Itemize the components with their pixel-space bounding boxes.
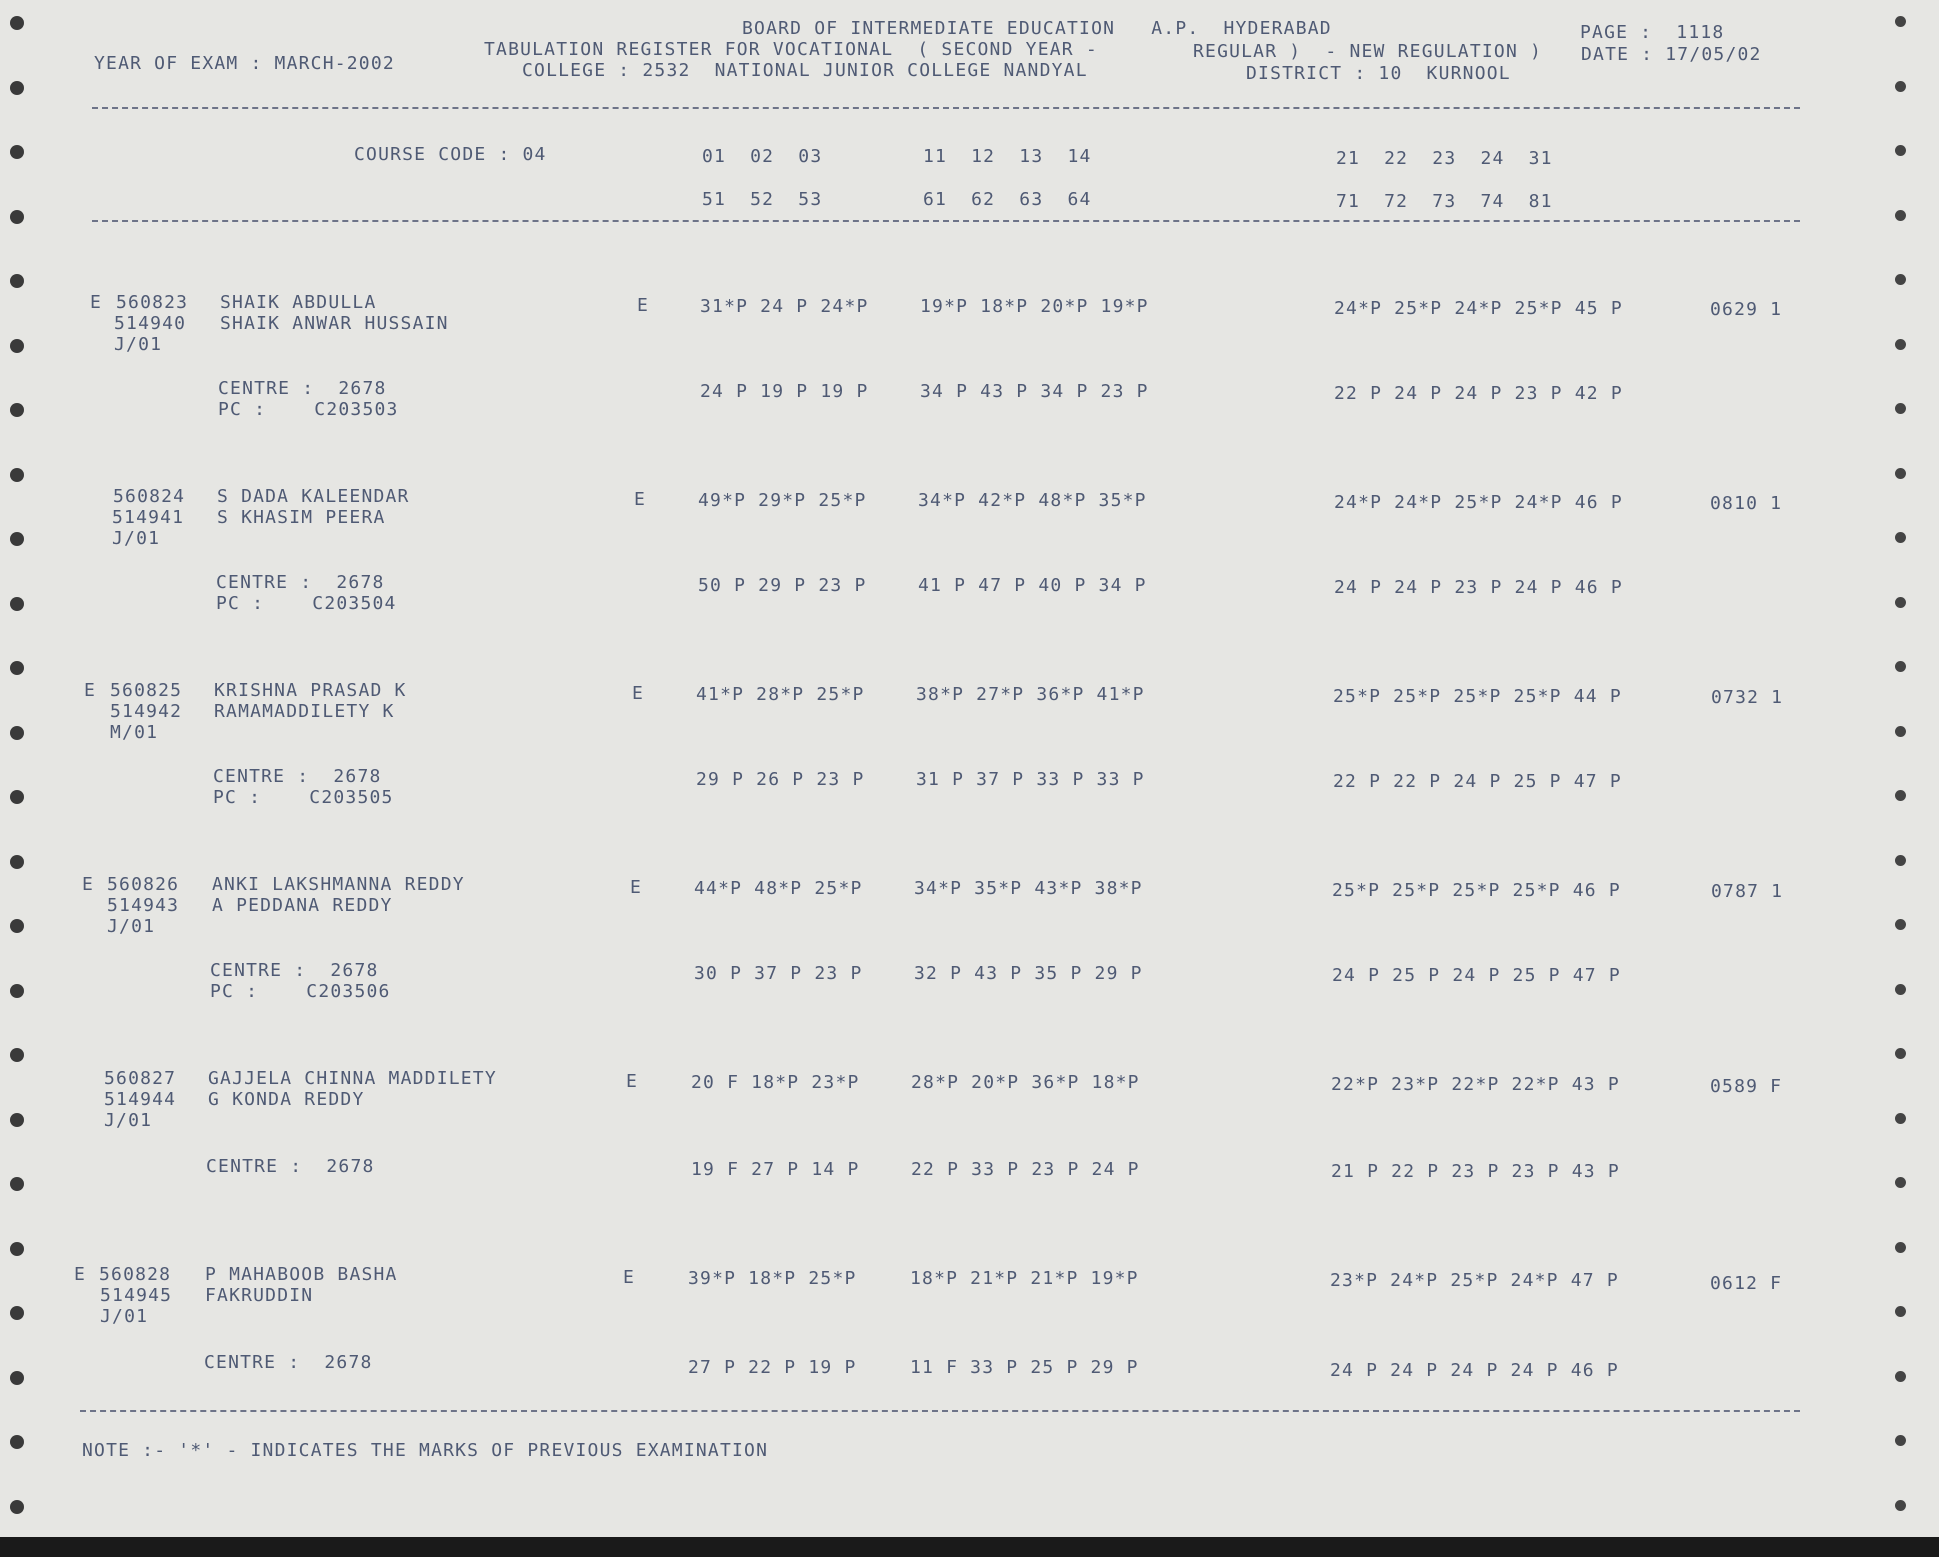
feed-hole xyxy=(1895,1435,1906,1446)
feed-hole xyxy=(10,532,24,546)
feed-hole xyxy=(10,274,24,288)
feed-hole xyxy=(10,81,24,95)
feed-hole xyxy=(1895,532,1906,543)
medium: E xyxy=(632,683,645,704)
marks-group-2a: 50 P 29 P 23 P xyxy=(698,575,867,596)
marks-group-1a: 20 F 18*P 23*P xyxy=(691,1072,860,1093)
subject-codes-1a: 01 02 03 xyxy=(702,146,823,167)
marks-group-2c: 21 P 22 P 23 P 23 P 43 P xyxy=(1331,1161,1620,1182)
student-name: P MAHABOOB BASHA xyxy=(205,1264,398,1285)
category: J/01 xyxy=(114,334,163,355)
registration-number: 514945 xyxy=(100,1285,173,1306)
marks-group-2b: 11 F 33 P 25 P 29 P xyxy=(910,1357,1139,1378)
print-date: DATE : 17/05/02 xyxy=(1581,44,1762,65)
feed-hole xyxy=(1895,855,1906,866)
feed-hole xyxy=(10,1177,24,1191)
pc-label: PC : C203503 xyxy=(218,399,399,420)
footnote: NOTE :- '*' - INDICATES THE MARKS OF PREVIOUS EXAMINATION xyxy=(82,1440,769,1461)
feed-hole xyxy=(10,339,24,353)
feed-hole xyxy=(1895,984,1906,995)
total-and-result: 0810 1 xyxy=(1710,493,1783,514)
father-name: SHAIK ANWAR HUSSAIN xyxy=(220,313,449,334)
pc-label: PC : C203506 xyxy=(210,981,391,1002)
category: J/01 xyxy=(112,528,161,549)
student-name: GAJJELA CHINNA MADDILETY xyxy=(208,1068,497,1089)
marks-group-2b: 31 P 37 P 33 P 33 P xyxy=(916,769,1145,790)
marks-group-2a: 24 P 19 P 19 P xyxy=(700,381,869,402)
hall-ticket-number: 560823 xyxy=(116,292,189,313)
father-name: G KONDA REDDY xyxy=(208,1089,365,1110)
hall-ticket-number: 560827 xyxy=(104,1068,177,1089)
category: J/01 xyxy=(100,1306,149,1327)
header-divider-bottom xyxy=(92,220,1800,222)
student-name: KRISHNA PRASAD K xyxy=(214,680,407,701)
father-name: FAKRUDDIN xyxy=(205,1285,314,1306)
feed-hole xyxy=(1895,1306,1906,1317)
subject-codes-2c: 71 72 73 74 81 xyxy=(1336,191,1553,212)
centre-label: CENTRE : 2678 xyxy=(216,572,385,593)
marks-group-1b: 34*P 42*P 48*P 35*P xyxy=(918,490,1147,511)
registration-number: 514943 xyxy=(107,895,180,916)
hall-ticket-number: 560828 xyxy=(99,1264,172,1285)
marks-group-1c: 25*P 25*P 25*P 25*P 44 P xyxy=(1333,686,1622,707)
feed-hole xyxy=(10,1242,24,1256)
marks-group-2a: 29 P 26 P 23 P xyxy=(696,769,865,790)
marks-group-2c: 24 P 24 P 24 P 24 P 46 P xyxy=(1330,1360,1619,1381)
feed-hole xyxy=(1895,210,1906,221)
medium: E xyxy=(634,489,647,510)
medium: E xyxy=(623,1267,636,1288)
father-name: A PEDDANA REDDY xyxy=(212,895,393,916)
medium: E xyxy=(637,295,650,316)
feed-hole xyxy=(10,468,24,482)
left-tractor-feed-holes xyxy=(10,0,40,1540)
feed-hole xyxy=(10,661,24,675)
feed-hole xyxy=(1895,403,1906,414)
centre-label: CENTRE : 2678 xyxy=(210,960,379,981)
hall-ticket-number: 560825 xyxy=(110,680,183,701)
feed-hole xyxy=(10,145,24,159)
centre-label: CENTRE : 2678 xyxy=(206,1156,375,1177)
marks-group-2c: 22 P 24 P 24 P 23 P 42 P xyxy=(1334,383,1623,404)
category: J/01 xyxy=(107,916,156,937)
medium: E xyxy=(630,877,643,898)
total-and-result: 0629 1 xyxy=(1710,299,1783,320)
feed-hole xyxy=(1895,1242,1906,1253)
college-label: COLLEGE : 2532 NATIONAL JUNIOR COLLEGE NANDYAL xyxy=(522,60,1088,81)
right-tractor-feed-holes xyxy=(1895,0,1925,1540)
record-flag: E xyxy=(84,680,97,701)
feed-hole xyxy=(10,597,24,611)
marks-group-2c: 24 P 24 P 23 P 24 P 46 P xyxy=(1334,577,1623,598)
category: M/01 xyxy=(110,722,159,743)
feed-hole xyxy=(1895,468,1906,479)
subject-codes-2a: 51 52 53 xyxy=(702,189,823,210)
feed-hole xyxy=(1895,339,1906,350)
feed-hole xyxy=(1895,1113,1906,1124)
registration-number: 514944 xyxy=(104,1089,177,1110)
feed-hole xyxy=(10,855,24,869)
total-and-result: 0612 F xyxy=(1710,1273,1783,1294)
course-code: COURSE CODE : 04 xyxy=(354,144,547,165)
father-name: S KHASIM PEERA xyxy=(217,507,386,528)
record-flag: E xyxy=(82,874,95,895)
marks-group-2b: 22 P 33 P 23 P 24 P xyxy=(911,1159,1140,1180)
regulation-label: REGULAR ) - NEW REGULATION ) xyxy=(1193,41,1543,62)
total-and-result: 0589 F xyxy=(1710,1076,1783,1097)
marks-group-1b: 34*P 35*P 43*P 38*P xyxy=(914,878,1143,899)
marks-group-2a: 27 P 22 P 19 P xyxy=(688,1357,857,1378)
feed-hole xyxy=(1895,274,1906,285)
marks-group-1c: 24*P 24*P 25*P 24*P 46 P xyxy=(1334,492,1623,513)
year-of-exam: YEAR OF EXAM : MARCH-2002 xyxy=(94,53,395,74)
category: J/01 xyxy=(104,1110,153,1131)
marks-group-1a: 49*P 29*P 25*P xyxy=(698,490,867,511)
centre-label: CENTRE : 2678 xyxy=(213,766,382,787)
marks-group-1c: 22*P 23*P 22*P 22*P 43 P xyxy=(1331,1074,1620,1095)
student-name: ANKI LAKSHMANNA REDDY xyxy=(212,874,465,895)
total-and-result: 0732 1 xyxy=(1711,687,1784,708)
record-flag: E xyxy=(74,1264,87,1285)
feed-hole xyxy=(1895,726,1906,737)
medium: E xyxy=(626,1071,639,1092)
feed-hole xyxy=(1895,919,1906,930)
feed-hole xyxy=(10,1435,24,1449)
feed-hole xyxy=(1895,661,1906,672)
feed-hole xyxy=(10,1113,24,1127)
marks-group-2b: 32 P 43 P 35 P 29 P xyxy=(914,963,1143,984)
marks-group-2a: 19 F 27 P 14 P xyxy=(691,1159,860,1180)
feed-hole xyxy=(1895,597,1906,608)
centre-label: CENTRE : 2678 xyxy=(204,1352,373,1373)
marks-group-1c: 25*P 25*P 25*P 25*P 46 P xyxy=(1332,880,1621,901)
feed-hole xyxy=(1895,1048,1906,1059)
subject-codes-2b: 61 62 63 64 xyxy=(923,189,1092,210)
district-label: DISTRICT : 10 KURNOOL xyxy=(1246,63,1511,84)
marks-group-1b: 18*P 21*P 21*P 19*P xyxy=(910,1268,1139,1289)
feed-hole xyxy=(10,1371,24,1385)
marks-group-1b: 38*P 27*P 36*P 41*P xyxy=(916,684,1145,705)
header-divider-top xyxy=(92,107,1800,109)
feed-hole xyxy=(10,984,24,998)
feed-hole xyxy=(10,919,24,933)
registration-number: 514940 xyxy=(114,313,187,334)
register-title: TABULATION REGISTER FOR VOCATIONAL ( SECOND YEAR - xyxy=(484,39,1098,60)
registration-number: 514941 xyxy=(112,507,185,528)
marks-group-2c: 22 P 22 P 24 P 25 P 47 P xyxy=(1333,771,1622,792)
feed-hole xyxy=(10,1306,24,1320)
feed-hole xyxy=(1895,81,1906,92)
student-name: SHAIK ABDULLA xyxy=(220,292,377,313)
feed-hole xyxy=(1895,1177,1906,1188)
feed-hole xyxy=(10,16,24,30)
feed-hole xyxy=(1895,1371,1906,1382)
footer-divider xyxy=(80,1410,1800,1412)
feed-hole xyxy=(1895,790,1906,801)
scan-edge xyxy=(0,1537,1939,1557)
centre-label: CENTRE : 2678 xyxy=(218,378,387,399)
total-and-result: 0787 1 xyxy=(1711,881,1784,902)
marks-group-2c: 24 P 25 P 24 P 25 P 47 P xyxy=(1332,965,1621,986)
registration-number: 514942 xyxy=(110,701,183,722)
marks-group-1a: 44*P 48*P 25*P xyxy=(694,878,863,899)
marks-group-2b: 34 P 43 P 34 P 23 P xyxy=(920,381,1149,402)
father-name: RAMAMADDILETY K xyxy=(214,701,395,722)
feed-hole xyxy=(10,403,24,417)
feed-hole xyxy=(10,726,24,740)
marks-group-1a: 39*P 18*P 25*P xyxy=(688,1268,857,1289)
feed-hole xyxy=(10,790,24,804)
feed-hole xyxy=(10,1500,24,1514)
marks-group-1a: 31*P 24 P 24*P xyxy=(700,296,869,317)
feed-hole xyxy=(1895,1500,1906,1511)
hall-ticket-number: 560826 xyxy=(107,874,180,895)
feed-hole xyxy=(1895,16,1906,27)
student-name: S DADA KALEENDAR xyxy=(217,486,410,507)
pc-label: PC : C203505 xyxy=(213,787,394,808)
subject-codes-1b: 11 12 13 14 xyxy=(923,146,1092,167)
feed-hole xyxy=(10,210,24,224)
subject-codes-1c: 21 22 23 24 31 xyxy=(1336,148,1553,169)
marks-group-1b: 28*P 20*P 36*P 18*P xyxy=(911,1072,1140,1093)
hall-ticket-number: 560824 xyxy=(113,486,186,507)
pc-label: PC : C203504 xyxy=(216,593,397,614)
marks-group-2b: 41 P 47 P 40 P 34 P xyxy=(918,575,1147,596)
marks-group-1c: 24*P 25*P 24*P 25*P 45 P xyxy=(1334,298,1623,319)
marks-group-1b: 19*P 18*P 20*P 19*P xyxy=(920,296,1149,317)
record-flag: E xyxy=(90,292,103,313)
feed-hole xyxy=(1895,145,1906,156)
board-title: BOARD OF INTERMEDIATE EDUCATION A.P. HYDERABAD xyxy=(742,18,1332,39)
marks-group-1c: 23*P 24*P 25*P 24*P 47 P xyxy=(1330,1270,1619,1291)
marks-group-2a: 30 P 37 P 23 P xyxy=(694,963,863,984)
feed-hole xyxy=(10,1048,24,1062)
page-number: PAGE : 1118 xyxy=(1580,22,1725,43)
marks-group-1a: 41*P 28*P 25*P xyxy=(696,684,865,705)
